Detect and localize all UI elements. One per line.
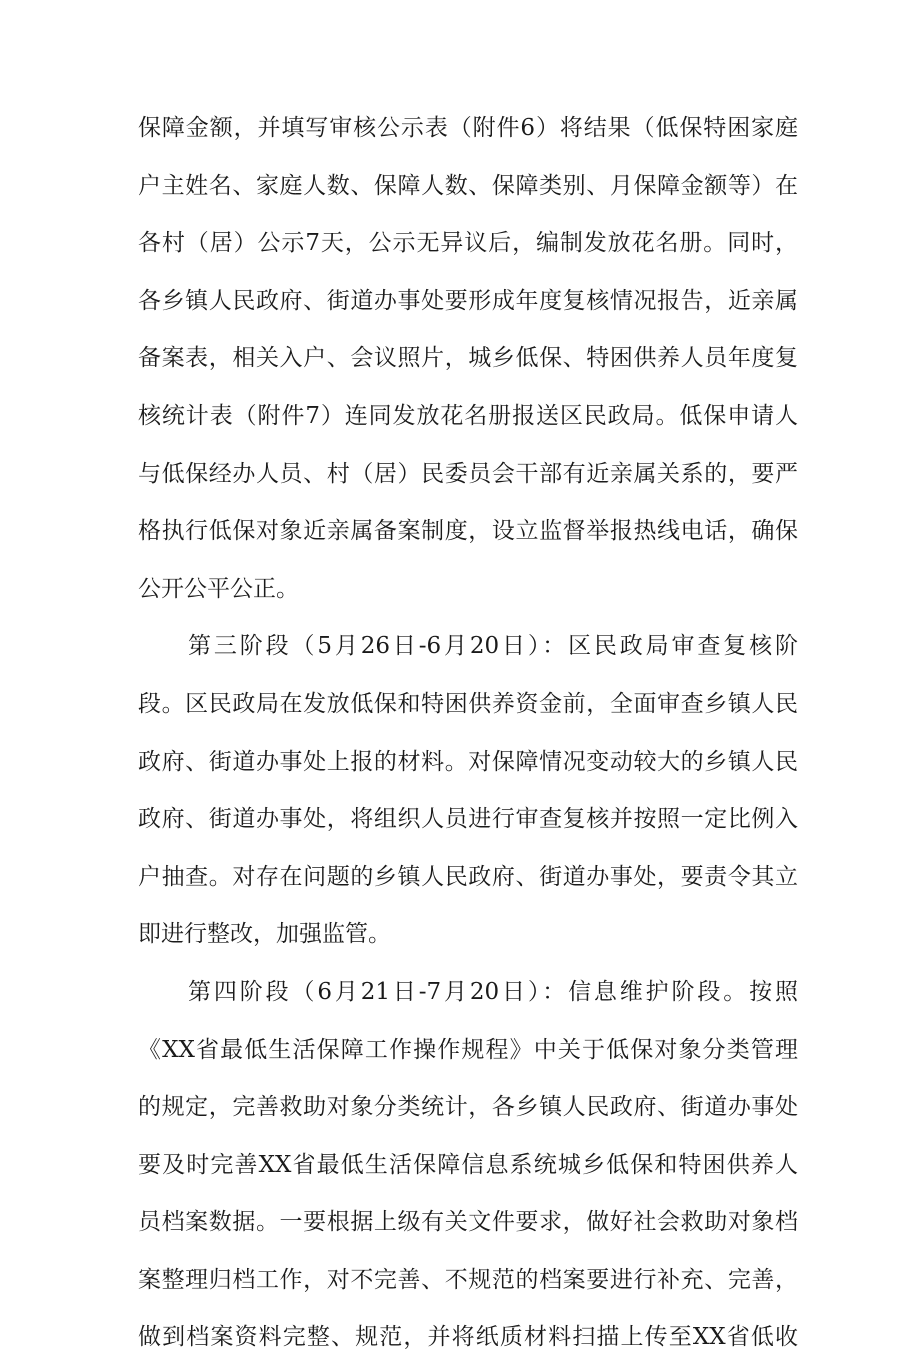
text-line-4: 各乡镇人民政府、街道办事处要形成年度复核情况报告，近亲属 (138, 287, 798, 314)
text-line-15: 即进行整改，加强监管。 (138, 921, 391, 948)
text-line-21: 案整理归档工作，对不完善、不规范的档案要进行补充、完善， (138, 1266, 798, 1293)
text-line-19: 要及时完善XX省最低生活保障信息系统城乡低保和特困供养人 (138, 1151, 798, 1178)
text-line-6: 核统计表（附件7）连同发放花名册报送区民政局。低保申请人 (138, 402, 798, 429)
text-line-9: 公开公平公正。 (138, 575, 299, 602)
text-line-12: 政府、街道办事处上报的材料。对保障情况变动较大的乡镇人民 (138, 748, 798, 775)
text-line-14: 户抽查。对存在问题的乡镇人民政府、街道办事处，要责令其立 (138, 863, 798, 890)
text-line-5: 备案表，相关入户、会议照片，城乡低保、特困供养人员年度复 (138, 345, 798, 372)
body-text (138, 100, 798, 1367)
text-line-8: 格执行低保对象近亲属备案制度，设立监督举报热线电话，确保 (138, 518, 798, 545)
text-line-7: 与低保经办人员、村（居）民委员会干部有近亲属关系的，要严 (138, 460, 798, 487)
text-line-3: 各村（居）公示7天，公示无异议后，编制发放花名册。同时， (138, 230, 798, 257)
text-line-2: 户主姓名、家庭人数、保障人数、保障类别、月保障金额等）在 (138, 172, 798, 199)
text-line-20: 员档案数据。一要根据上级有关文件要求，做好社会救助对象档 (138, 1209, 798, 1236)
text-line-16: 第四阶段（6月21日-7月20日）：信息维护阶段。按照 (188, 978, 798, 1005)
text-line-22: 做到档案资料完整、规范，并将纸质材料扫描上传至XX省低收 (138, 1324, 798, 1351)
text-line-11: 段。区民政局在发放低保和特困供养资金前，全面审查乡镇人民 (138, 690, 798, 717)
text-line-10: 第三阶段（5月26日-6月20日）：区民政局审查复核阶 (188, 633, 798, 660)
text-line-17: 《XX省最低生活保障工作操作规程》中关于低保对象分类管理 (138, 1036, 798, 1063)
text-line-13: 政府、街道办事处，将组织人员进行审查复核并按照一定比例入 (138, 806, 798, 833)
text-line-1: 保障金额，并填写审核公示表（附件6）将结果（低保特困家庭 (138, 115, 798, 141)
text-line-18: 的规定，完善救助对象分类统计，各乡镇人民政府、街道办事处 (138, 1094, 798, 1121)
